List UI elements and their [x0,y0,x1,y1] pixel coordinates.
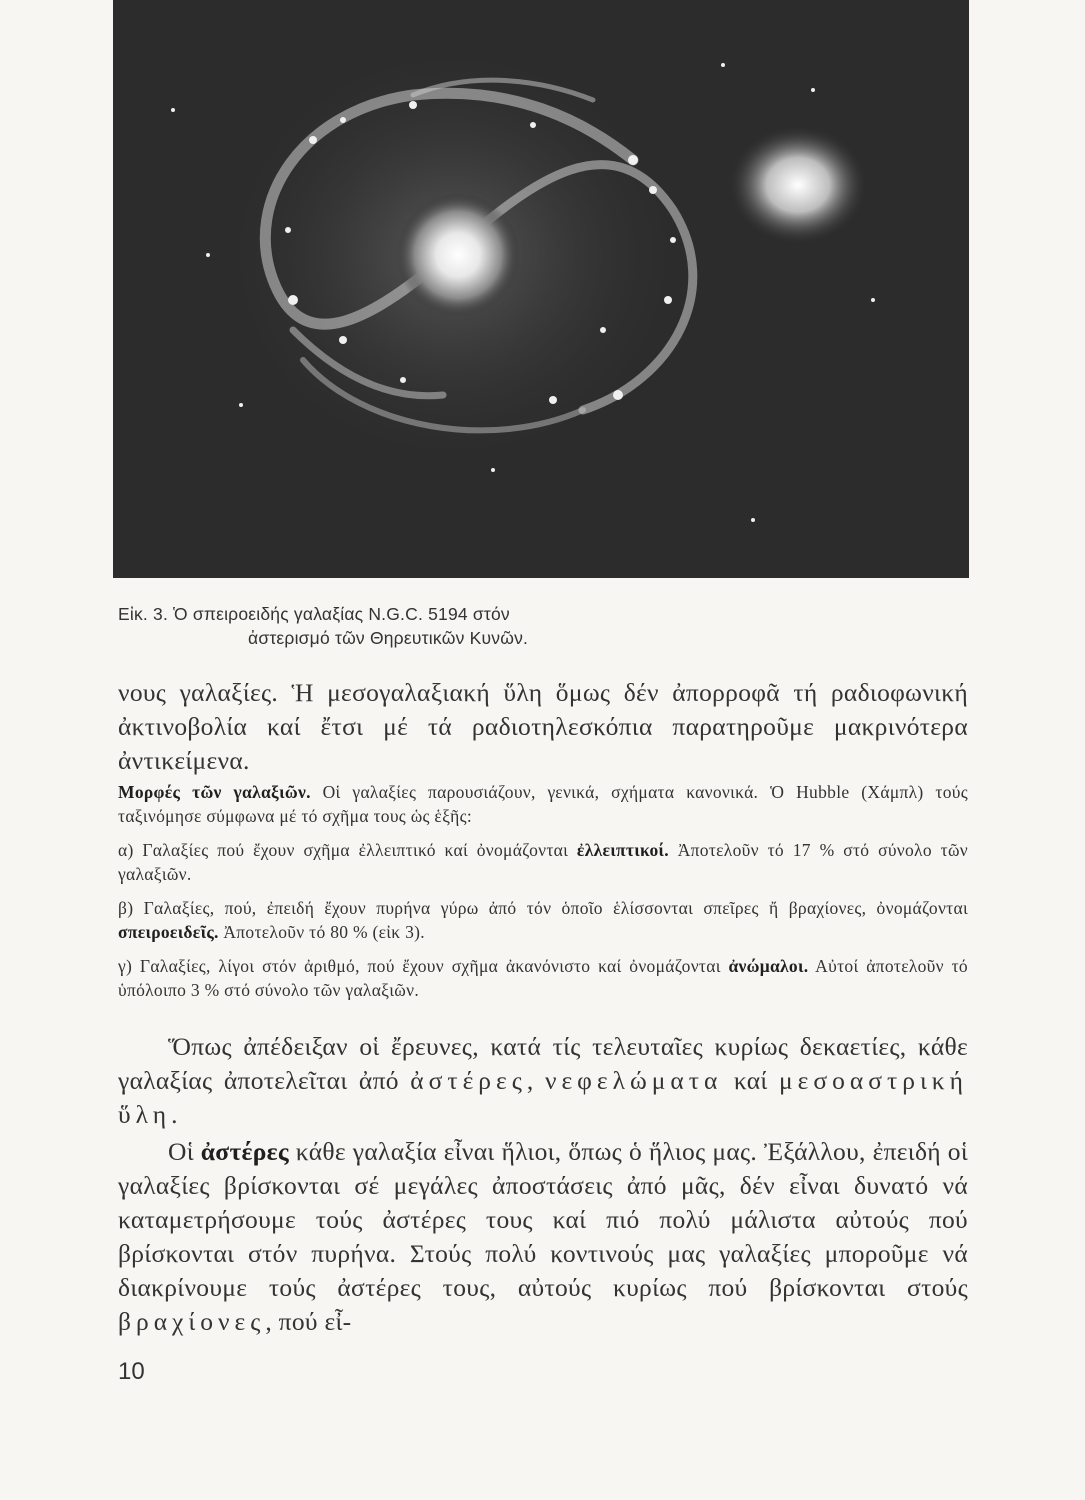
section-intro: Οἱ γαλαξίες παρουσιάζουν, γενικά, σχήματα κανονικά. Ὁ Hubble (Χάμπλ) τούς ταξινόμησε σύμφωνα μέ τό σχῆμα τους ὡς ἑξῆς: [118,782,968,826]
paragraph-stars: Οἱ ἀστέρες κάθε γαλαξία εἶναι ἥλιοι, ὅπως ὁ ἥλιος μας. Ἐξάλλου, ἐπειδή οἱ γαλαξίες βρίσκονται σέ μεγάλες ἀποστάσεις ἀπό μᾶς, δέν εἶναι δυνατό νά καταμετρήσουμε τούς ἀστέρες τους καί πιό πολύ μάλιστα αὐτούς πού βρίσκονται στόν πυρήνα. Στούς πολύ κοντινούς μας γαλαξίες μποροῦμε νά διακρίνουμε τούς ἀστέρες τους, αὐτούς κυρίως πού βρίσκονται στούς βραχίονες, πού εἶ- [118,1137,968,1336]
term-spiral: σπειροειδεῖς. [118,922,219,942]
term-nebulae: νεφελώματα [544,1066,723,1095]
galaxy-image [113,0,969,578]
term-elliptical: ἐλλειπτικοί. [576,840,669,860]
term-irregular: ἀνώμαλοι. [728,956,809,976]
paragraph-composition: Ὅπως ἀπέδειξαν οἱ ἔρευνες, κατά τίς τελευταῖες κυρίως δεκαετίες, κάθε γαλαξίας ἀποτελεῖται ἀπό ἀστέρες, νεφελώματα καί μεσοαστρική ὕλη. [118,1032,968,1129]
spiral-galaxy-photo [113,0,969,578]
paragraph-intro: νους γαλαξίες. Ἡ μεσογαλαξιακή ὕλη ὅμως δέν ἀπορροφᾶ τή ραδιοφωνική ἀκτινοβολία καί ἔτσι μέ τά ραδιοτηλεσκόπια παρατηροῦμε μακρινότερα ἀντικείμενα. [118,678,968,775]
section-heading: Μορφές τῶν γαλαξιῶν. [118,782,311,802]
list-item-c: γ) Γαλαξίες, λίγοι στόν ἀριθμό, πού ἔχουν σχῆμα ἀκανόνιστο καί ὀνομάζονται ἀνώμαλοι. Αὐτοί ἀποτελοῦν τό ὑπόλοιπο 3 % στό σύνολο τῶν γαλαξιῶν. [118,956,968,1000]
term-stars-bold: ἀστέρες [200,1137,289,1166]
term-arms: βραχίονες [118,1307,266,1336]
figure-caption [118,602,528,650]
term-interstellar-matter: μεσοαστρική ὕλη [118,1066,968,1129]
list-item-a: α) Γαλαξίες πού ἔχουν σχῆμα ἐλλειπτικό καί ὀνομάζονται ἐλλειπτικοί. Ἀποτελοῦν τό 17 % στό σύνολο τῶν γαλαξιῶν. [118,840,968,884]
caption-line-1: Εἰκ. 3. Ὁ σπειροειδής γαλαξίας N.G.C. 5194 στόν [118,604,510,624]
list-item-b: β) Γαλαξίες, πού, ἐπειδή ἔχουν πυρήνα γύρω ἀπό τόν ὁποῖο ἑλίσσονται σπεῖρες ἤ βραχίονες, ὀνομάζονται σπειροειδεῖς. Ἀποτελοῦν τό 80 % (εἰκ 3). [118,898,968,942]
section-forms [118,780,968,1002]
term-stars: ἀστέρες [410,1066,527,1095]
page-number: 10 [118,1358,145,1385]
caption-line-2: ἀστερισμό τῶν Θηρευτικῶν Κυνῶν. [248,628,529,648]
